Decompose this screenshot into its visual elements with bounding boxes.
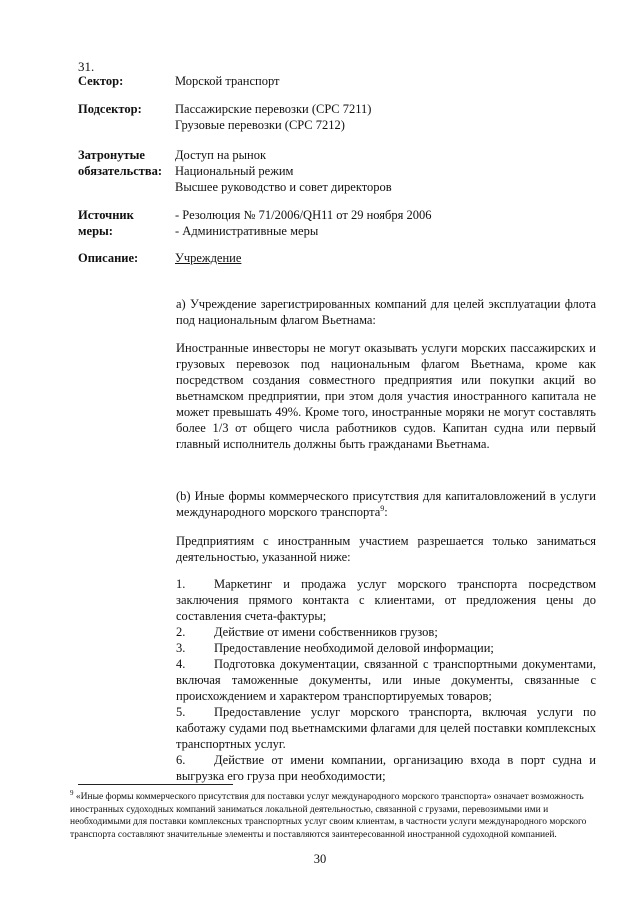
list-item-text: Предоставление услуг морского транспорта, включая услуги по каботажу судами под вьетнамскими флагами для целей поставки комплексных транспортных услуг. — [176, 705, 596, 751]
subsector-value: Пассажирские перевозки (CPC 7211) — [175, 102, 372, 116]
footnote-mark: 9 — [70, 788, 74, 797]
source-label — [78, 207, 174, 239]
paragraph-a-title: а) Учреждение зарегистрированных компаний для целей эксплуатации флота под национальным флагом Вьетнама: — [176, 297, 596, 327]
paragraph-a-body — [176, 340, 596, 452]
commitments-label-line: обязательства: — [78, 164, 163, 178]
paragraph-b-end: : — [384, 505, 388, 519]
list-item-text: Подготовка документации, связанной с транспортными документами, включая таможенные документы, или иные документы, связанные с происхождением и характером транспортируемых товаров; — [176, 657, 596, 703]
footnote — [70, 788, 595, 841]
description-row — [78, 250, 598, 266]
subsector-label: Подсектор: — [78, 102, 142, 116]
list-item-number: 2. — [176, 625, 186, 639]
paragraph-b-text: (b) Иные формы коммерческого присутствия для капиталовложений в услуги международного морского транспорта — [176, 489, 596, 519]
source-value: - Административные меры — [175, 224, 319, 238]
footnote-reference: 9 — [380, 503, 385, 513]
commitments-row — [78, 147, 598, 195]
list-item-number: 1. — [176, 577, 186, 591]
list-item-number: 3. — [176, 641, 186, 655]
list-item-text: Предоставление необходимой деловой информации; — [214, 641, 494, 655]
sector-row — [78, 73, 598, 89]
list-item-number: 4. — [176, 657, 186, 671]
commitment-value: Высшее руководство и совет директоров — [175, 180, 392, 194]
subsector-value: Грузовые перевозки (CPC 7212) — [175, 118, 345, 132]
list-item-text: Действие от имени компании, организацию входа в порт судна и выгрузка его груза при необходимости; — [176, 753, 596, 783]
paragraph-b — [176, 488, 596, 520]
description-heading: Учреждение — [175, 251, 242, 265]
paragraph-b-intro — [176, 533, 596, 565]
commitments-label — [78, 147, 174, 179]
list-item-number: 6. — [176, 753, 186, 767]
list-item — [176, 624, 596, 640]
list-item-text: Действие от имени собственников грузов; — [214, 625, 438, 639]
activities-list — [176, 576, 596, 784]
list-item-text: Маркетинг и продажа услуг морского транспорта посредством заключения прямого контакта с клиентами, от предложения цены до составления счета-фактуры; — [176, 577, 596, 623]
description-label: Описание: — [78, 251, 139, 265]
list-item — [176, 656, 596, 704]
paragraph-b-title — [176, 488, 596, 520]
source-label-line: Источник — [78, 208, 134, 222]
list-item-number: 5. — [176, 705, 186, 719]
source-label-line: меры: — [78, 224, 113, 238]
list-item — [176, 752, 596, 784]
source-value: - Резолюция № 71/2006/QH11 от 29 ноября 2006 — [175, 208, 432, 222]
entry-number: 31. — [78, 59, 95, 74]
list-item — [176, 704, 596, 752]
commitment-value: Доступ на рынок — [175, 148, 267, 162]
subsector-row — [78, 101, 598, 133]
list-item — [176, 640, 596, 656]
footnote-text: «Иные формы коммерческого присутствия для поставки услуг международного морского транспорта» означает возможность иностранных судоходных компаний заниматься локальной деятельностью, связанной с грузами, перевозимыми ими и необходимыми для поставки комплексных транспортных услуг своим клиентам, в частности услуги международного морского транспорта составляют значительные элементы и поставляются заинтересованной иностранной судоходной компанией. — [70, 792, 587, 840]
sector-value: Морской транспорт — [175, 74, 280, 88]
source-row — [78, 207, 598, 239]
subsector-values — [175, 101, 598, 133]
paragraph-a-text: Иностранные инвесторы не могут оказывать услуги морских пассажирских и грузовых перевозок под национальным флагом Вьетнама, кроме как посредством создания совместного предприятия или покупки акций во вьетнамском предприятии, при этом доля участия иностранного капитала не может превышать 49%. Кроме того, иностранные моряки не могут составлять более 1/3 от общего числа работников судов. Капитан судна или первый главный исполнитель должны быть гражданами Вьетнама. — [176, 341, 596, 451]
commitment-value: Национальный режим — [175, 164, 294, 178]
list-item — [176, 576, 596, 624]
sector-label: Сектор: — [78, 74, 124, 88]
commitments-values — [175, 147, 598, 195]
source-values — [175, 207, 598, 239]
page-number: 30 — [313, 852, 327, 866]
footnote-separator — [78, 784, 233, 785]
paragraph-a — [176, 296, 596, 328]
paragraph-b-intro-text: Предприятиям с иностранным участием разрешается только заниматься деятельностью, указанной ниже: — [176, 534, 596, 564]
commitments-label-line: Затронутые — [78, 148, 145, 162]
